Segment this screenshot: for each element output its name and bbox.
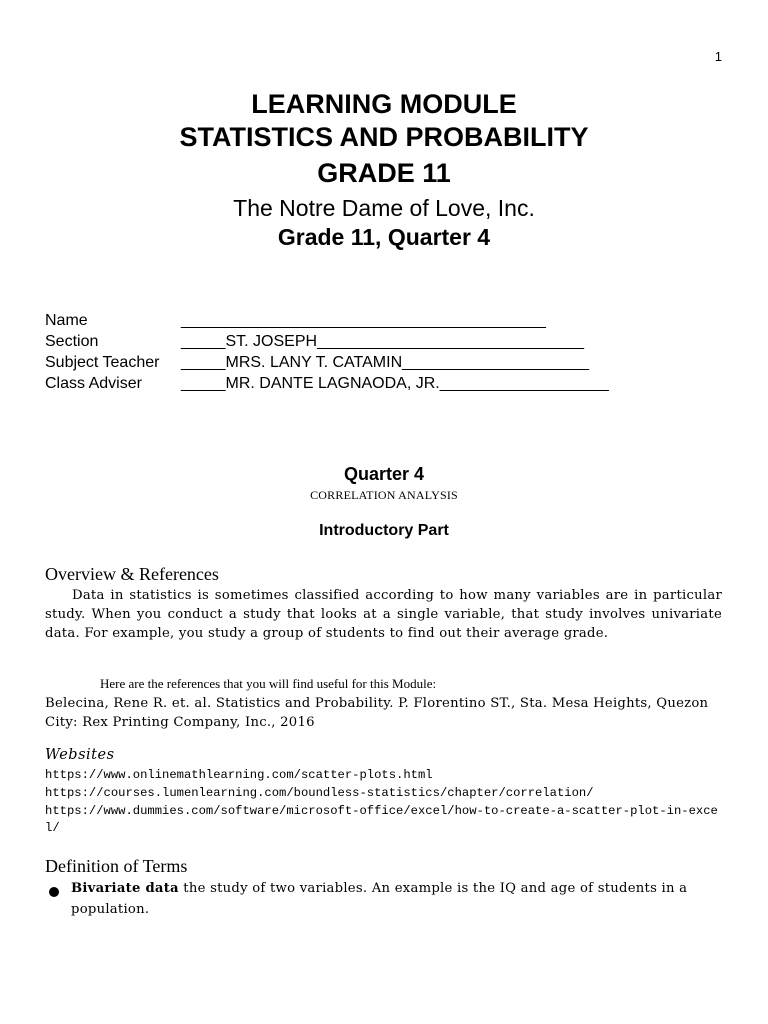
section-label: Section xyxy=(45,333,99,350)
overview-paragraph: Data in statistics is sometimes classified according to how many variables are in particular study. When you conduct a study that looks at a single variable, that study involves univariate data. For example, you study a group of students to find out their average grade. xyxy=(45,588,722,641)
module-title-line-1: LEARNING MODULE xyxy=(251,89,517,119)
definition-item xyxy=(71,878,723,920)
class-adviser-field: _____MR. DANTE LAGNAODA, JR.___________________ xyxy=(181,375,609,392)
website-link[interactable]: https://courses.lumenlearning.com/boundless-statistics/chapter/correlation/ xyxy=(45,786,594,800)
subject-teacher-label: Subject Teacher xyxy=(45,354,160,371)
introductory-part-heading: Introductory Part xyxy=(319,522,449,539)
school-name: The Notre Dame of Love, Inc. xyxy=(233,195,535,221)
definition-text: the study of two variables. An example is the IQ and age of students in a population. xyxy=(71,881,688,917)
reference-citation: Belecina, Rene R. et. al. Statistics and Probability. P. Florentino ST., Sta. Mesa Heights, Quezon City: Rex Printing Company, Inc., 2016 xyxy=(45,696,709,730)
bullet-icon xyxy=(49,887,59,897)
definition-of-terms-heading: Definition of Terms xyxy=(45,856,188,876)
page-number: 1 xyxy=(714,49,722,64)
grade-quarter: Grade 11, Quarter 4 xyxy=(277,224,491,250)
name-field: _________________________________________ xyxy=(181,312,546,329)
definition-term: Bivariate data xyxy=(71,881,179,896)
class-adviser-label: Class Adviser xyxy=(45,375,142,392)
module-title-line-2: STATISTICS AND PROBABILITY xyxy=(179,122,589,152)
subject-teacher-field: _____MRS. LANY T. CATAMIN_____________________ xyxy=(181,354,589,371)
overview-heading: Overview & References xyxy=(45,564,219,584)
quarter-heading: Quarter 4 xyxy=(343,464,425,484)
references-intro: Here are the references that you will find useful for this Module: xyxy=(100,676,437,691)
websites-label: Websites xyxy=(45,747,115,763)
name-label: Name xyxy=(45,312,88,329)
module-title-line-3: GRADE 11 xyxy=(317,158,451,188)
section-field: _____ST. JOSEPH______________________________ xyxy=(181,333,585,350)
website-link[interactable]: https://www.dummies.com/software/microsoft-office/excel/how-to-create-a-scatter-plot-in-excel/ xyxy=(45,804,718,835)
quarter-subheading: CORRELATION ANALYSIS xyxy=(310,488,458,502)
website-link[interactable]: https://www.onlinemathlearning.com/scatter-plots.html xyxy=(45,768,433,782)
